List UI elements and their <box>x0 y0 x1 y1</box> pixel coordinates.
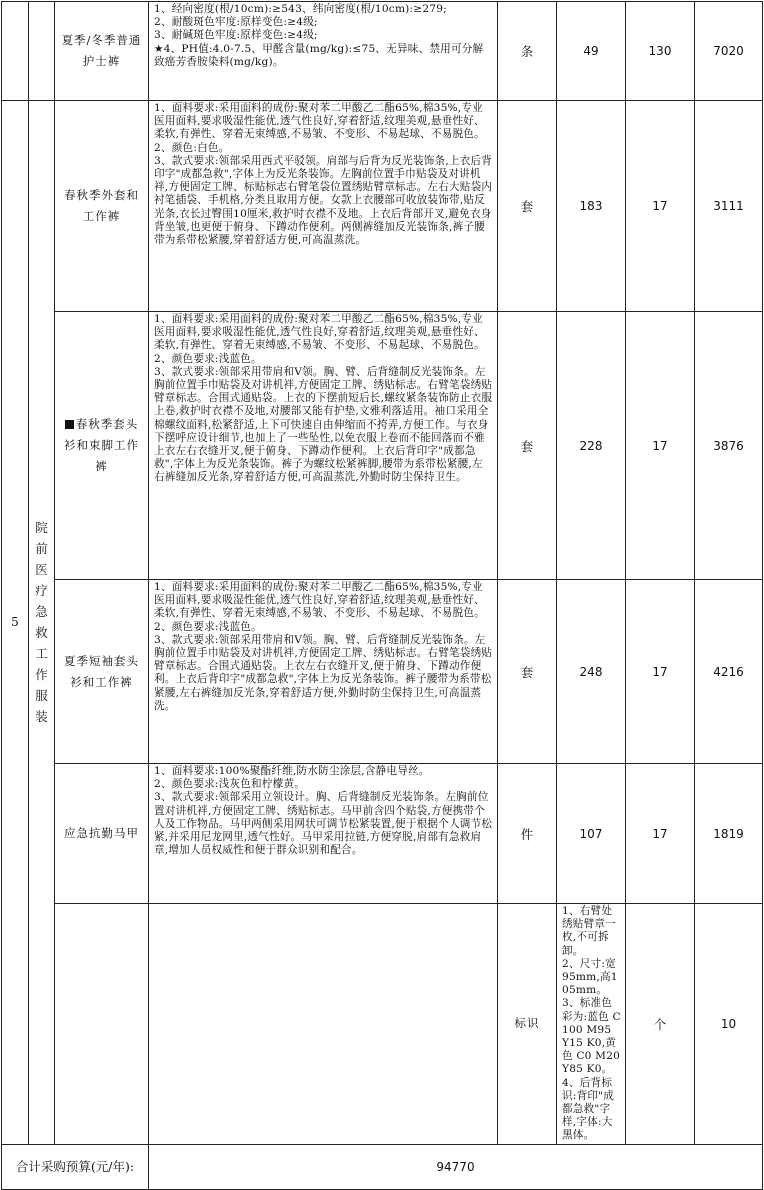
index-cell-empty <box>2 2 29 101</box>
requirement-line: 3、款式要求:领部采用带肩和V领。胸、臂、后背缝制反光装饰条。左胸前位置手巾贴袋及对讲机袢,方便固定工牌、绣贴标志。右臂笔袋绣贴臂章标志。合围式通贴袋。上衣的下摆前短后长,螺纹紧条装饰防止衣服上卷,救护时衣襟不及地,对腰部又能有护垫,文雅利落适用。袖口采用全棉螺纹面料,松紧舒适,上下可快速自由伸缩而不挎弄,方便工作。与衣身下摆呼应设计细节,也加上了一些坠性,以免衣服上卷而不能回落而不雅上衣左右衣缝开叉,便于俯身、下蹲动作便利。上衣后背印字"成都急救",字体上为反光条装饰。裤子为螺纹松紧裤脚,腰带为系带松紧腰,左右裤缝加反光条,穿着舒适方便,可高温蒸洗,外勤时防尘保持卫生。 <box>154 365 493 484</box>
category-char: 医 <box>35 562 48 578</box>
procurement-spec-table <box>1 1 763 1190</box>
item-name: 夏季短袖套头衫和工作裤 <box>55 580 149 764</box>
item-quantity: 107 <box>557 764 626 904</box>
budget-total-label: 合计采购预算(元/年): <box>2 1144 149 1189</box>
requirement-line: 2、颜色要求:浅灰色和柠檬黄。 <box>154 778 306 791</box>
requirement-line: 4、后背标识:背印"成都急救"字样,字体:大黑体。 <box>562 1076 615 1142</box>
item-total: 3111 <box>695 101 763 312</box>
requirement-line: 2、尺寸:宽95mm,高105mm。 <box>562 957 618 997</box>
item-requirements <box>149 580 498 764</box>
item-quantity: 10 <box>695 904 763 1145</box>
requirement-line: 3、标准色彩为:蓝色 C100 M95 Y15 K0,黄色 C0 M20 Y85 K0。 <box>562 997 624 1076</box>
item-requirements <box>149 2 498 101</box>
requirement-line: 3、款式要求:领部采用立领设计。胸、后背缝制反光装饰条。左胸前位置对讲机袢,方便固定工牌、绣贴标志。马甲前含四个贴袋,方便携带个人及工作物品。马甲两侧采用网状可调节松紧装置,便于根据个人调节松紧,并采用尼龙网里,透气性好。马甲采用拉链,方便穿脱,肩部有急救肩章,增加人员权威性和便于群众识别和配合。 <box>154 791 493 857</box>
item-name: 夏季/冬季普通护士裤 <box>55 2 149 101</box>
category-cell-empty <box>29 2 55 101</box>
item-unit-price: 17 <box>626 312 695 580</box>
square-marker-icon <box>65 420 74 429</box>
requirement-line: 1、经向密度(根/10cm):≥543、纬向密度(根/10cm):≥279; <box>154 3 447 15</box>
category-char: 装 <box>35 709 48 725</box>
item-unit-price: 17 <box>626 101 695 312</box>
item-unit: 件 <box>498 764 557 904</box>
requirement-line: 1、面料要求:采用面料的成份:聚对苯二甲酸乙二酯65%,棉35%,专业医用面料,要求吸湿性能优,透气性良好,穿着舒适,纹理美观,悬垂性好、柔软,有弹性、穿着无束缚感,不易皱、不变形、不易起球、不易脱色。 <box>154 102 485 141</box>
requirement-line: 1、面料要求:采用面料的成份:聚对苯二甲酸乙二酯65%,棉35%,专业医用面料,要求吸湿性能优,透气性良好,穿着舒适,纹理美观,悬垂性好、柔软,有弹性、穿着无束缚感,不易皱、不变形、不易起球、不易脱色。 <box>154 313 485 352</box>
table-row <box>2 904 763 1145</box>
requirement-line: 2、颜色:白色。 <box>154 141 230 154</box>
item-name-text: 春秋季套头衫和束脚工作裤 <box>64 417 139 473</box>
category-char: 服 <box>35 688 48 704</box>
requirement-line: 3、款式要求:领部采用西式平驳领。肩部与后背为反光装饰条,上衣后背印字"成都急救",字体上为反光条装饰。左胸前位置手巾贴袋及对讲机袢,方便固定工牌、标贴标志右臂笔袋位置绣贴臂章标志。左右大贴袋内衬笔插袋、手机格,分类且取用方便。女款上衣腰部可收放装饰带,贴反光条,衣长过臀围10厘米,救护时衣襟不及地。上衣后背部开叉,避免衣身背坐皱,也更便于俯身、下蹲动作便利。两侧裤缝加反光装饰条,裤子腰带为系带松紧腰,穿着舒适方便,可高温蒸洗。 <box>154 154 493 247</box>
section-index: 5 <box>2 101 29 1145</box>
table-row <box>2 312 763 580</box>
item-total: 1819 <box>695 764 763 904</box>
table-row <box>2 2 763 101</box>
item-quantity: 228 <box>557 312 626 580</box>
item-requirements <box>149 312 498 580</box>
table-row <box>2 101 763 312</box>
item-quantity: 183 <box>557 101 626 312</box>
requirement-line: 1、面料要求:采用面料的成份:聚对苯二甲酸乙二酯65%,棉35%,专业医用面料,要求吸湿性能优,透气性良好,穿着舒适,纹理美观,悬垂性好、柔软,有弹性、穿着无束缚感,不易皱、不变形、不易起球、不易脱色。 <box>154 581 485 620</box>
item-quantity: 248 <box>557 580 626 764</box>
item-unit: 个 <box>626 904 695 1145</box>
item-total: 7020 <box>695 2 763 101</box>
category-char: 作 <box>35 667 48 683</box>
budget-total-row <box>2 1144 763 1189</box>
section-category <box>29 101 55 1145</box>
item-quantity: 49 <box>557 2 626 101</box>
requirement-line: 1、右臂处绣贴臂章一枚,不可拆卸。 <box>562 905 616 957</box>
item-unit-price: 130 <box>626 2 695 101</box>
item-unit-price: 17 <box>626 764 695 904</box>
item-name: 春秋季外套和工作裤 <box>55 101 149 312</box>
item-unit: 套 <box>498 312 557 580</box>
category-char: 前 <box>35 541 48 557</box>
requirement-line: 2、颜色要求:浅蓝色。 <box>154 352 262 365</box>
item-unit: 条 <box>498 2 557 101</box>
item-total: 4216 <box>695 580 763 764</box>
item-name: 标识 <box>498 904 557 1145</box>
item-requirements <box>149 764 498 904</box>
item-unit: 套 <box>498 580 557 764</box>
item-unit-price: 17 <box>626 580 695 764</box>
requirement-line: 1、面料要求:100%聚酯纤维,防水防尘涂层,含静电导丝。 <box>154 765 430 777</box>
budget-total-value: 94770 <box>149 1144 763 1189</box>
item-requirements <box>557 904 626 1145</box>
item-total: 3876 <box>695 312 763 580</box>
table-row <box>2 764 763 904</box>
requirement-line: 3、耐碱斑色牢度:原样变色:≥4级; <box>154 29 318 42</box>
index-cell-empty <box>55 904 149 1145</box>
category-cell-empty <box>149 904 498 1145</box>
category-char: 救 <box>35 625 48 641</box>
category-char: 急 <box>35 604 48 620</box>
requirement-line: 2、耐酸斑色牢度:原样变色:≥4级; <box>154 16 318 29</box>
requirement-line: 3、款式要求:领部采用带肩和V领。胸、臂、后背缝制反光装饰条。左胸前位置手巾贴袋及对讲机袢,方便固定工牌、绣贴标志。右臂笔袋绣贴臂章标志。合围式通贴袋。上衣左右衣缝开叉,便于俯身、下蹲动作便利。上衣后背印字"成都急救",字体上为反光条装饰。裤子腰带为系带松紧腰,左右裤缝加反光条,穿着舒适方便,外勤时防尘保持卫生,可高温蒸洗。 <box>154 633 493 712</box>
requirement-line: ★4、PH值:4.0-7.5、甲醛含量(mg/kg):≤75、无异味、禁用可分解致癌芳香胺染料(mg/kg)。 <box>154 42 484 68</box>
category-char: 工 <box>35 646 48 662</box>
category-char: 院 <box>35 520 48 536</box>
category-char: 疗 <box>35 583 48 599</box>
item-requirements <box>149 101 498 312</box>
item-unit: 套 <box>498 101 557 312</box>
table-row <box>2 580 763 764</box>
item-name <box>55 312 149 580</box>
requirement-line: 2、颜色要求:浅蓝色。 <box>154 620 262 633</box>
item-name: 应急抗勤马甲 <box>55 764 149 904</box>
